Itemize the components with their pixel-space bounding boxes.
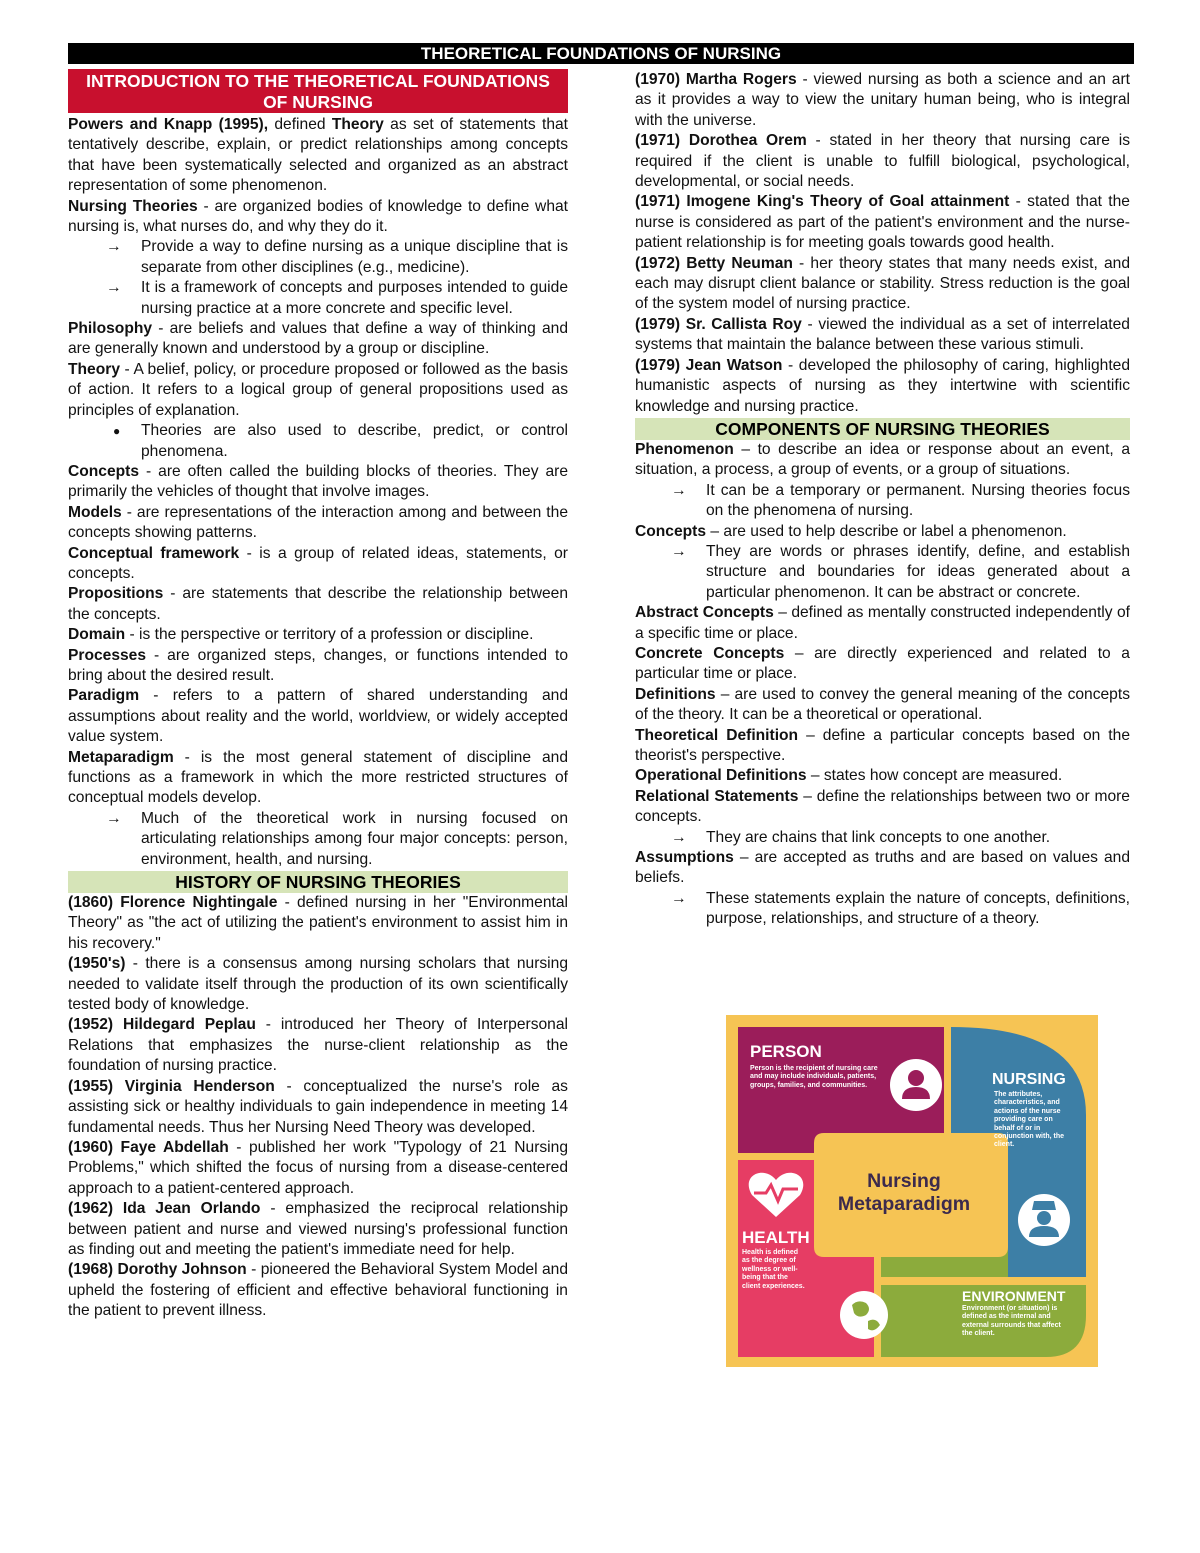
term: Processes xyxy=(68,646,147,664)
environment-block-upper xyxy=(881,1247,1008,1277)
term: (1979) Sr. Callista Roy xyxy=(635,315,802,333)
environment-title: ENVIRONMENT xyxy=(962,1288,1066,1304)
arrow-icon: → xyxy=(671,481,687,499)
history-henderson xyxy=(68,1077,568,1138)
component-relational-statements xyxy=(635,787,1130,828)
paragraph-models xyxy=(68,503,568,544)
history-peplau xyxy=(68,1015,568,1076)
text: - are statements that describe the relationship between the concepts. xyxy=(68,585,568,623)
term: Nursing Theories xyxy=(68,197,198,215)
person-description: Person is the recipient of nursing care and may include individuals, patients, groups, families, and communities. xyxy=(750,1065,878,1089)
text: - are representations of the interaction among and between the concepts showing patterns. xyxy=(68,503,568,542)
term: Conceptual framework xyxy=(68,544,240,562)
text: – states how concept are measured. xyxy=(806,767,1063,785)
paragraph-nursing-theories xyxy=(68,197,568,238)
component-operational-definitions xyxy=(635,766,1130,786)
term: Assumptions xyxy=(635,849,734,867)
component-abstract-concepts xyxy=(635,603,1130,644)
term: (1968) Dorothy Johnson xyxy=(68,1261,247,1279)
history-orem xyxy=(635,131,1130,192)
nursing-block xyxy=(951,1027,1086,1277)
term: (1971) Imogene King's Theory of Goal attainment xyxy=(635,193,1010,211)
term: (1960) Faye Abdellah xyxy=(68,1138,229,1156)
arrow-icon: → xyxy=(106,238,122,256)
text: – are used to help describe or label a phenomenon. xyxy=(706,522,1067,540)
history-1950s xyxy=(68,954,568,1015)
term: (1950's) xyxy=(68,955,126,973)
health-title: HEALTH xyxy=(742,1228,810,1247)
arrow-icon: → xyxy=(671,889,687,907)
component-definitions xyxy=(635,685,1130,726)
text: - conceptualized the nurse's role as assisting sick or healthy individuals to gain independence in meeting 14 fundamental needs. Thus her Nursing Need Theory was developed. xyxy=(68,1077,568,1136)
text: - stated that the nurse is considered as part of the patient's environment and the nurse-patient relationship is for meeting goals towards good health. xyxy=(635,193,1130,252)
term: Definitions xyxy=(635,685,716,703)
arrow-item xyxy=(635,481,1130,522)
arrow-item xyxy=(68,278,568,319)
term: Theory xyxy=(331,116,384,133)
history-rogers xyxy=(635,70,1130,131)
term: Concepts xyxy=(635,522,707,540)
term: Philosophy xyxy=(68,320,153,338)
bullet-item xyxy=(68,421,568,462)
history-orlando xyxy=(68,1199,568,1260)
paragraph-theory xyxy=(68,360,568,421)
arrow-item xyxy=(635,542,1130,603)
components-heading: COMPONENTS OF NURSING THEORIES xyxy=(635,418,1130,440)
term: Phenomenon xyxy=(635,440,734,458)
text: - A belief, policy, or procedure proposed or followed as the basis of action. It refers to a logical group of general propositions used as principles of explanation. xyxy=(68,360,568,419)
text: - introduced her Theory of Interpersonal Relations that emphasizes the nurse-client relationship as the foundation of nursing practice. xyxy=(68,1016,568,1075)
text: - are beliefs and values that define a way of thinking and are generally known and understood by a group or discipline. xyxy=(68,320,568,358)
nurse-icon xyxy=(1018,1194,1070,1246)
person-icon xyxy=(890,1059,942,1111)
term: Paradigm xyxy=(68,687,140,705)
history-neuman xyxy=(635,254,1130,315)
text: - is a group of related ideas, statements, or concepts. xyxy=(68,544,568,582)
component-phenomenon xyxy=(635,440,1130,481)
arrow-text: They are words or phrases identify, define, and establish structure and boundaries for ideas generated about a particular phenomenon. It can be abstract or concrete. xyxy=(706,542,1130,601)
term: Models xyxy=(68,503,122,521)
arrow-icon: → xyxy=(106,279,122,297)
arrow-icon: → xyxy=(671,542,687,560)
text: – are accepted as truths and are based on values and beliefs. xyxy=(635,849,1130,887)
paragraph-metaparadigm xyxy=(68,748,568,809)
bullet-icon: ● xyxy=(113,424,121,439)
arrow-text: It is a framework of concepts and purposes intended to guide nursing practice at a more concrete and specific level. xyxy=(141,279,568,317)
history-roy xyxy=(635,315,1130,356)
environment-description: Environment (or situation) is defined as the internal and external surrounds that affect the client. xyxy=(962,1305,1061,1338)
text: - is the most general statement of discipline and functions as a framework in which the more restricted structures of conceptual models develop. xyxy=(68,748,568,807)
right-column xyxy=(635,70,1130,930)
text: - are often called the building blocks of theories. They are primarily the vehicles of thought that involve images. xyxy=(68,462,568,501)
term: Concrete Concepts xyxy=(635,644,785,662)
paragraph-processes xyxy=(68,646,568,687)
paragraph-propositions xyxy=(68,584,568,625)
paragraph-philosophy xyxy=(68,319,568,360)
health-description: Health is defined as the degree of wellness or well-being that the client experiences. xyxy=(742,1249,805,1290)
text: - are organized bodies of knowledge to define what nursing is, what nurses do, and why they do it. xyxy=(68,197,568,236)
nursing-title: NURSING xyxy=(992,1071,1066,1088)
term: (1955) Virginia Henderson xyxy=(68,1077,275,1095)
center-line-1: Nursing xyxy=(867,1170,941,1192)
history-abdellah xyxy=(68,1138,568,1199)
term: Abstract Concepts xyxy=(635,604,774,622)
page-title: THEORETICAL FOUNDATIONS OF NURSING xyxy=(68,43,1134,64)
component-concrete-concepts xyxy=(635,644,1130,685)
text: as set of statements that tentatively describe, explain, or predict relationships among concepts that have been systematically selected and organized as an abstract representation of some phenomenon. xyxy=(68,116,568,195)
text: – are used to convey the general meaning of the concepts of the theory. It can be a theoretical or operational. xyxy=(635,685,1130,724)
arrow-text: Provide a way to define nursing as a unique discipline that is separate from other disciplines (e.g., medicine). xyxy=(141,238,568,276)
term: (1860) Florence Nightingale xyxy=(68,894,278,912)
history-johnson xyxy=(68,1260,568,1321)
component-theoretical-definition xyxy=(635,726,1130,767)
text: - defined nursing in her "Environmental Theory" as "the act of utilizing the patient's environment to assist him in his recovery." xyxy=(68,894,568,952)
nursing-description: The attributes, characteristics, and actions of the nurse providing care on behalf of or in conjunction with, the client. xyxy=(994,1091,1064,1149)
arrow-icon: → xyxy=(671,828,687,846)
history-heading: HISTORY OF NURSING THEORIES xyxy=(68,871,568,893)
intro-heading: INTRODUCTION TO THE THEORETICAL FOUNDATIONS OF NURSING xyxy=(68,69,568,113)
text: – define the relationships between two or more concepts. xyxy=(635,787,1130,826)
text: - is the perspective or territory of a profession or discipline. xyxy=(125,626,534,644)
paragraph-concepts xyxy=(68,462,568,503)
text: - stated in her theory that nursing care is required if the client is unable to fulfill biological, psychological, developmental, or social needs. xyxy=(635,132,1130,191)
text: - her theory states that many needs exist, and each may disrupt client balance or stability. Stress reduction is the goal of the system model of nursing practice. xyxy=(635,254,1130,313)
arrow-text: They are chains that link concepts to one another. xyxy=(706,828,1051,846)
term: Theoretical Definition xyxy=(635,726,799,744)
left-column xyxy=(68,69,568,1322)
component-concepts xyxy=(635,522,1130,542)
arrow-text: Much of the theoretical work in nursing focused on articulating relationships among four major concepts: person, environment, health, and nursing. xyxy=(141,809,568,868)
text: - published her work "Typology of 21 Nursing Problems," which shifted the focus of nursing from a disease-centered approach to a patient-centered approach. xyxy=(68,1138,568,1197)
text: - viewed the individual as a set of interrelated systems that maintain the balance between these various stimuli. xyxy=(635,315,1130,354)
arrow-icon: → xyxy=(106,809,122,827)
text: defined xyxy=(268,116,332,133)
term: (1972) Betty Neuman xyxy=(635,254,793,272)
component-assumptions xyxy=(635,848,1130,889)
arrow-item xyxy=(68,237,568,278)
term: Domain xyxy=(68,626,126,644)
globe-icon xyxy=(840,1291,888,1339)
figure-center-label xyxy=(814,1170,994,1216)
center-line-2: Metaparadigm xyxy=(837,1193,971,1215)
term: Metaparadigm xyxy=(68,748,174,766)
history-nightingale xyxy=(68,893,568,954)
person-title: PERSON xyxy=(750,1042,822,1061)
text: - pioneered the Behavioral System Model and upheld the fostering of efficient and effective behavioral functioning in the patient to prevent illness. xyxy=(68,1261,569,1320)
term: Relational Statements xyxy=(635,787,799,805)
text: – defined as mentally constructed independently of a specific time or place. xyxy=(635,604,1131,642)
history-king xyxy=(635,192,1130,253)
text: - refers to a pattern of shared understanding and assumptions about reality and the world, worldview, or widely accepted value system. xyxy=(68,687,568,746)
term: Concepts xyxy=(68,462,140,480)
term: (1971) Dorothea Orem xyxy=(635,132,807,150)
paragraph-powers-knapp xyxy=(68,115,568,197)
metaparadigm-figure xyxy=(726,1015,1098,1367)
paragraph-domain xyxy=(68,625,568,645)
paragraph-paradigm xyxy=(68,686,568,747)
text: - are organized steps, changes, or functions intended to bring about the desired result. xyxy=(68,646,568,684)
text: - developed the philosophy of caring, highlighted humanistic aspects of nursing as they intertwine with scientific knowledge and nursing practice. xyxy=(635,356,1131,415)
text: – are directly experienced and related to a particular time or place. xyxy=(635,644,1130,683)
term: (1979) Jean Watson xyxy=(635,356,783,374)
arrow-item xyxy=(68,809,568,870)
arrow-item xyxy=(635,889,1130,930)
text: – to describe an idea or response about an event, a situation, a process, a group of events, or a group of situations. xyxy=(635,440,1130,479)
term: Operational Definitions xyxy=(635,767,807,785)
text: - viewed nursing as both a science and an art as it provides a way to view the unitary human being, who is integral with the universe. xyxy=(635,71,1130,129)
text: - emphasized the reciprocal relationship between patient and nurse and viewed nursing's professional function as finding out and meeting the patient's immediate need for help. xyxy=(68,1200,568,1258)
term: Propositions xyxy=(68,585,164,603)
term: Powers and Knapp (1995), xyxy=(68,116,269,133)
arrow-text: These statements explain the nature of concepts, definitions, purpose, relationships, and structure of a theory. xyxy=(706,889,1130,928)
term: (1962) Ida Jean Orlando xyxy=(68,1200,261,1218)
bullet-text: Theories are also used to describe, predict, or control phenomena. xyxy=(141,422,568,460)
term: (1952) Hildegard Peplau xyxy=(68,1016,256,1034)
term: Theory xyxy=(68,360,120,378)
text: - there is a consensus among nursing scholars that nursing needed to validate itself through the production of its own scientifically tested body of knowledge. xyxy=(68,955,568,1014)
text: – define a particular concepts based on the theorist's perspective. xyxy=(635,726,1130,764)
arrow-text: It can be a temporary or permanent. Nursing theories focus on the phenomena of nursing. xyxy=(706,481,1130,520)
history-watson xyxy=(635,356,1130,417)
paragraph-conceptual-framework xyxy=(68,544,568,585)
arrow-item xyxy=(635,828,1130,848)
term: (1970) Martha Rogers xyxy=(635,71,797,88)
